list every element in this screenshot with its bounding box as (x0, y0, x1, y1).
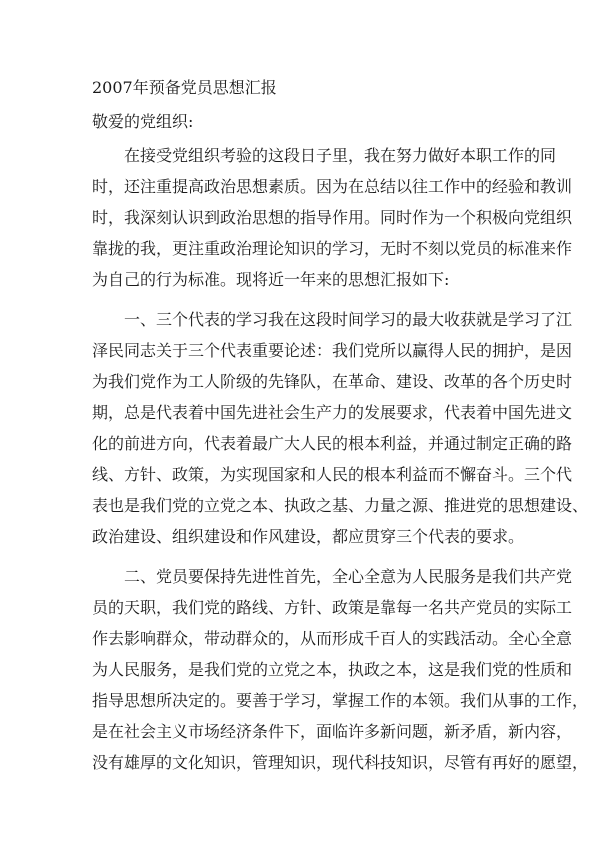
paragraph-line: 一、三个代表的学习我在这段时间学习的最大收获就是学习了江 (124, 310, 573, 329)
paragraph-line: 时，还注重提高政治思想素质。因为在总结以往工作中的经验和教训 (92, 177, 573, 196)
paragraph-line: 时，我深刻认识到政治思想的指导作用。同时作为一个积极向党组织 (92, 208, 573, 227)
paragraph-line: 作去影响群众，带动群众的，从而形成千百人的实践活动。全心全意 (92, 629, 573, 648)
paragraph-line: 期，总是代表着中国先进社会生产力的发展要求，代表着中国先进文 (92, 403, 573, 422)
salutation: 敬爱的党组织: (92, 112, 194, 131)
paragraph-line: 政治建设、组织建设和作风建设，都应贯穿三个代表的要求。 (92, 527, 525, 546)
paragraph-line: 为人民服务，是我们党的立党之本，执政之本，这是我们党的性质和 (92, 660, 573, 679)
paragraph-line: 二、党员要保持先进性首先，全心全意为人民服务是我们共产党 (124, 567, 573, 586)
body-paragraph (92, 140, 573, 295)
paragraph-line: 表也是我们党的立党之本、执政之基、力量之源、推进党的思想建设、 (92, 496, 589, 515)
paragraph-line: 为我们党作为工人阶级的先锋队，在革命、建设、改革的各个历史时 (92, 372, 573, 391)
body-paragraph (92, 561, 589, 778)
paragraph-line: 在接受党组织考验的这段日子里，我在努力做好本职工作的同 (124, 146, 557, 165)
paragraph-line: 靠拢的我，更注重政治理论知识的学习，无时不刻以党员的标准来作 (92, 239, 573, 258)
paragraph-line: 没有雄厚的文化知识，管理知识，现代科技知识，尽管有再好的愿望， (92, 753, 589, 772)
paragraph-line: 线、方针、政策，为实现国家和人民的根本利益而不懈奋斗。三个代 (92, 465, 573, 484)
document-title: 2007年预备党员思想汇报 (92, 78, 277, 97)
paragraph-line: 为自己的行为标准。现将近一年来的思想汇报如下: (92, 270, 450, 289)
paragraph-line: 化的前进方向，代表着最广大人民的根本利益，并通过制定正确的路 (92, 434, 573, 453)
body-paragraph (92, 304, 589, 552)
paragraph-line: 指导思想所决定的。要善于学习，掌握工作的本领。我们从事的工作， (92, 691, 589, 710)
paragraph-line: 员的天职，我们党的路线、方针、政策是靠每一名共产党员的实际工 (92, 598, 573, 617)
document-body (92, 140, 589, 787)
paragraph-line: 泽民同志关于三个代表重要论述：我们党所以赢得人民的拥护，是因 (92, 341, 573, 360)
paragraph-line: 是在社会主义市场经济条件下，面临许多新问题，新矛盾，新内容， (92, 722, 573, 741)
